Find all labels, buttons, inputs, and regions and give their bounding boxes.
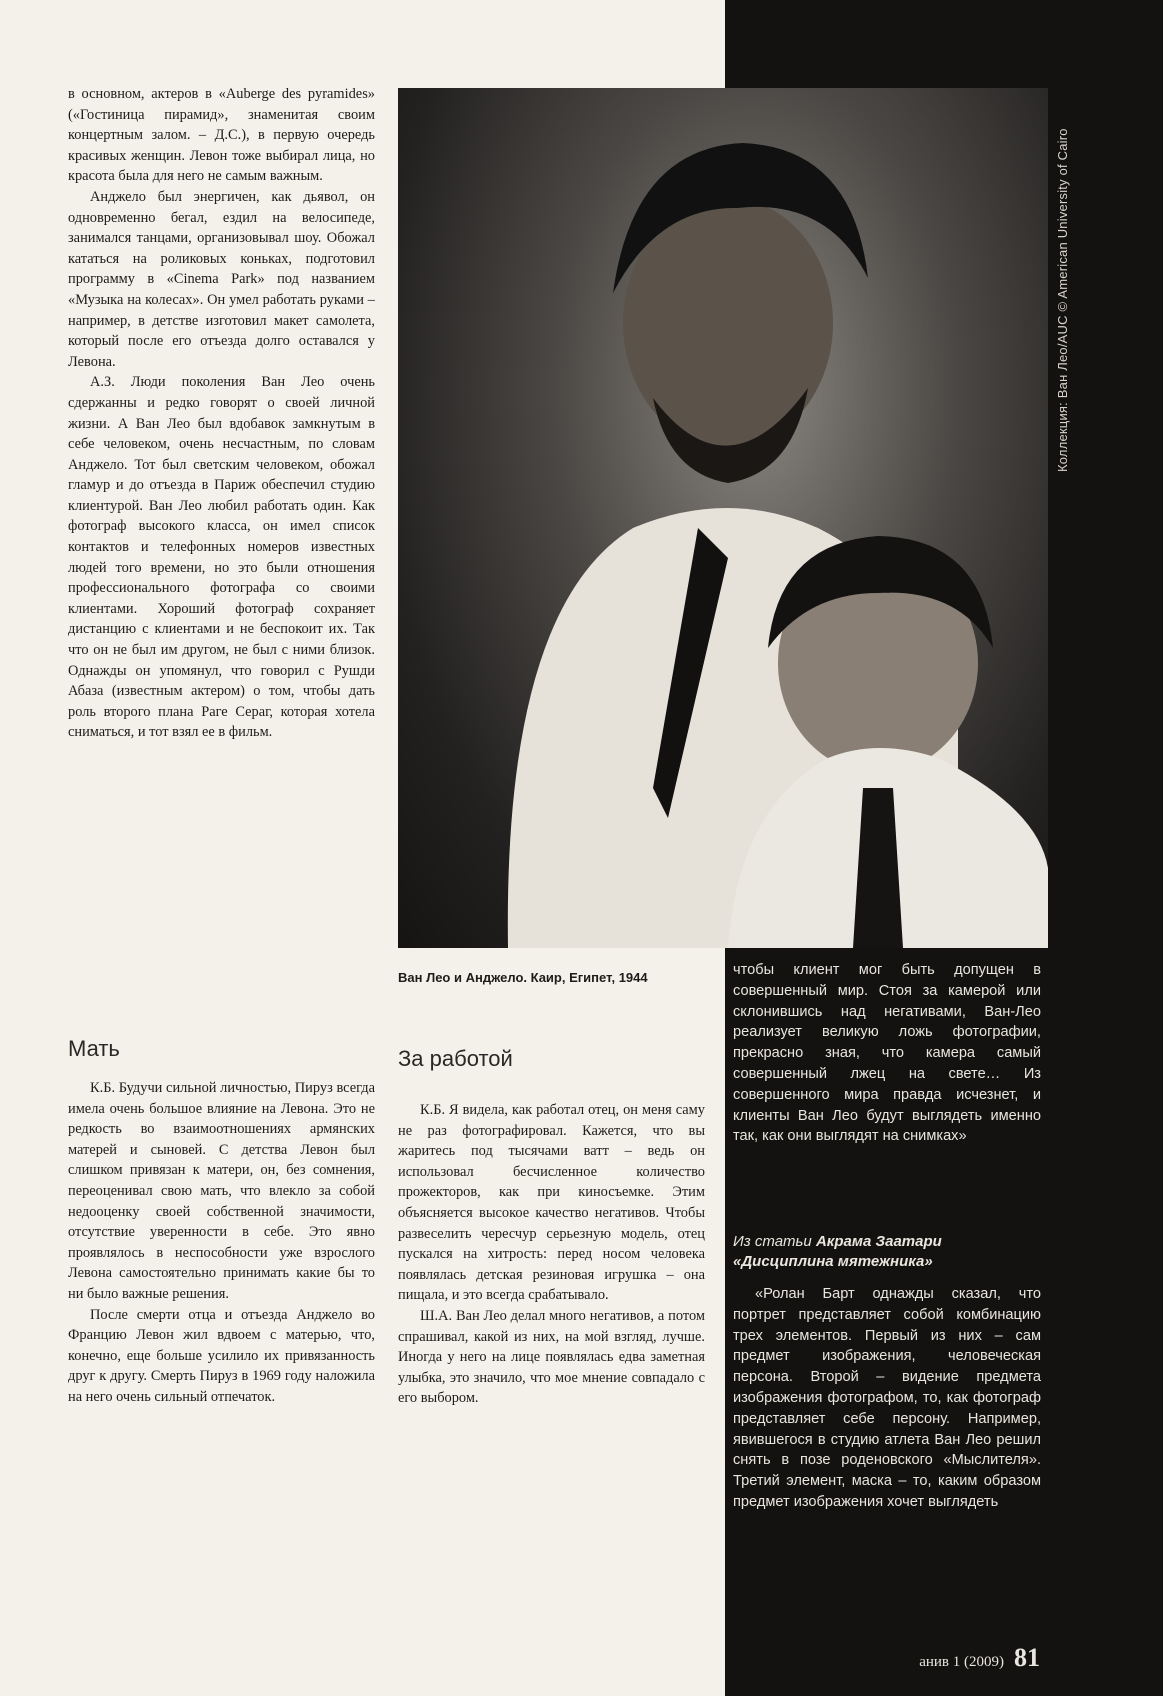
column-1-text [68,84,375,743]
photo-caption: Ван Лео и Анджело. Каир, Египет, 1944 [398,970,648,985]
quote-text [733,1284,1041,1513]
source-prefix: Из статьи [733,1233,816,1250]
paragraph: в основном, актеров в «Auberge des pyramides» («Гостиница пирамид», знаменитая своим концертным залом. – Д.С.), в первую очередь красивых женщин. Левон тоже выбирал лица, но красота была для него не самым важным. [68,86,375,185]
source-author: Акрама Заатари [815,1233,942,1250]
paragraph: «Ролан Барт однажды сказал, что портрет представляет собой комбинацию трех элементов. Первый из них – сам предмет изображения, человеческая персона. Второй – видение предмета изображения фотографом, то, как фотограф представляет себе персону. Например, явившегося в студию атлета Ван Лео решил снять в позе роденовского «Мыслителя». Третий элемент, маска – то, каким образом предмет изображения хочет выглядеть [733,1286,1041,1510]
paragraph: К.Б. Я видела, как работал отец, он меня саму не раз фотографировал. Кажется, что вы жаритесь под тысячами ватт – ведь он использовал бесчисленное количество прожекторов, как при киносъемке. Этим объясняется высокое качество негативов. Чтобы развеселить чересчур серьезную модель, отец пускался на хитрость: перед носом человека появлялась детская резиновая игрушка – она пищала, и это всегда срабатывало. [398,1102,705,1304]
section-heading-mother: Мать [68,1036,120,1061]
quote-continuation: чтобы клиент мог быть допущен в совершенный мир. Стоя за камерой или склонившись над негативами, Ван-Лео реализует великую ложь фотографии, прекрасно зная, что камера самый совершенный лжец на свете… Из совершенного мира правда исчезнет, и клиенты Ван Лео будут выглядеть именно так, как они выглядят на снимках» [733,962,1041,1145]
page-footer [880,1643,1040,1673]
source-heading [733,1232,1043,1272]
section-work-text [398,1100,705,1409]
paragraph: После смерти отца и отъезда Анджело во Францию Левон жил вдвоем с матерью, что, конечно, еще больше усилило их привязанность друг к другу. Смерть Пируз в 1969 году наложила на него очень сильный отпечаток. [68,1306,375,1405]
portrait-illustration [398,88,1048,948]
paragraph: Ш.А. Ван Лео делал много негативов, а потом спрашивал, какой из них, на мой взгляд, лучше. Иногда у него на лице появлялась едва заметная улыбка, это значило, что мое мнение совпадало с его выбором. [398,1307,705,1407]
paragraph: А.З. Люди поколения Ван Лео очень сдержанны и редко говорят о своей личной жизни. А Ван Лео был вдобавок замкнутым в себе человеком, очень несчастным, по словам Анджело. Тот был светским человеком, обожал гламур и до отъезда в Париж обеспечил студию клиентурой. Ван Лео любил работать один. Как фотограф высокого класса, он имел список контактов и телефонных номеров известных людей того времени, но это были отношения профессионального фотографа со своими клиентами. Хороший фотограф сохраняет дистанцию с клиентами и не беспокоит их. Так что он не был им другом, не был с ними близок. Однажды он упомянул, что говорил с Рушди Абаза (известным актером) о том, чтобы дать роль второго плана Раге Сераг, которая хотела сниматься, и тот взял ее в фильм. [68,374,375,741]
section-heading-work: За работой [398,1046,513,1071]
paragraph: Анджело был энергичен, как дьявол, он одновременно бегал, ездил на велосипеде, занимался танцами, организовывал шоу. Обожал кататься на роликовых коньках, подготовил программу в «Cinema Park» под названием «Музыка на колесах». Он умел работать руками – например, в детстве изготовил макет самолета, который после его отъезда долго оставался у Левона. [68,188,375,370]
source-title: «Дисциплина мятежника» [733,1253,933,1270]
paragraph: К.Б. Будучи сильной личностью, Пируз всегда имела очень большое влияние на Левона. Это не редкость во взаимоотношениях армянских матерей и сыновей. С детства Левон был слишком привязан к матери, он, без сомнения, переоценивал свою мать, что влекло за собой недооценку своей собственной значимости, отсутствие уверенности в себе. Это явно проявлялось в неспособности уже взрослого Левона самостоятельно принимать какие бы то ни было важные решения. [68,1080,375,1302]
magazine-issue: анив 1 (2009) [919,1654,1004,1670]
photo-credit: Коллекция: Ван Лео/AUC © American University of Cairo [1055,128,1070,472]
page-number: 81 [1014,1643,1040,1672]
section-mother-text [68,1078,375,1408]
portrait-photo [398,88,1048,948]
